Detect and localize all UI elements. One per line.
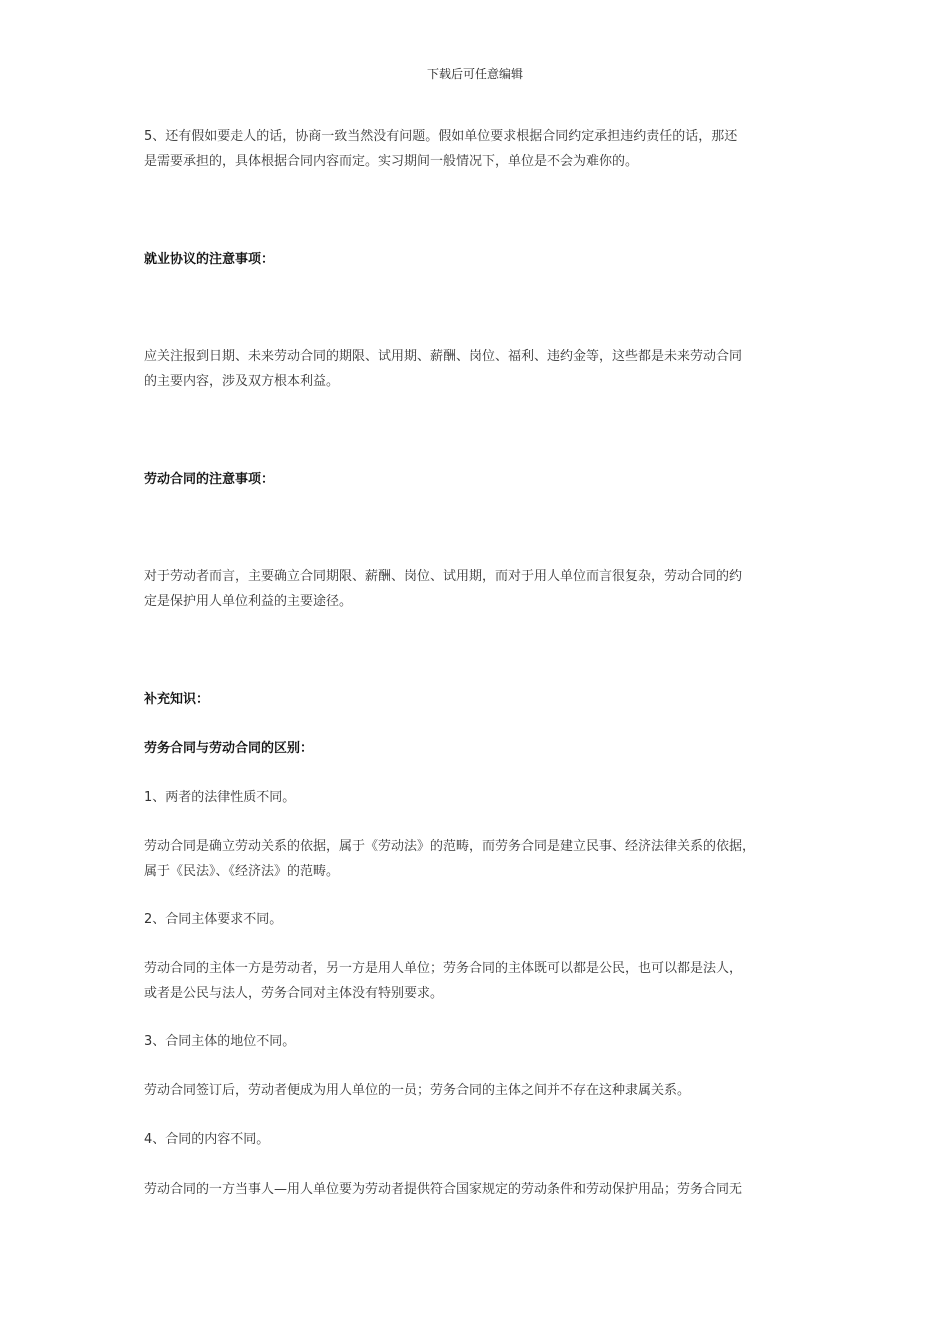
heading-employment-agreement: 就业协议的注意事项： bbox=[144, 252, 275, 267]
paragraph-2-line-1: 应关注报到日期、未来劳动合同的期限、试用期、薪酬、岗位、福利、违约金等，这些都是未来劳动合同 bbox=[144, 349, 743, 364]
paragraph-4 bbox=[144, 834, 816, 884]
paragraph-3-line-2: 定是保护用人单位利益的主要途径。 bbox=[144, 594, 353, 609]
paragraph-1 bbox=[144, 124, 816, 174]
heading-difference: 劳务合同与劳动合同的区别： bbox=[144, 741, 314, 756]
heading-supplementary: 补充知识： bbox=[144, 692, 210, 707]
paragraph-5-line-1: 劳动合同的主体一方是劳动者，另一方是用人单位；劳务合同的主体既可以都是公民，也可以都是法人， bbox=[144, 961, 743, 976]
heading-labor-contract: 劳动合同的注意事项： bbox=[144, 472, 275, 487]
list-item-2: 2、合同主体要求不同。 bbox=[144, 912, 283, 927]
page-header: 下载后可任意编辑 bbox=[426, 67, 523, 81]
paragraph-5 bbox=[144, 956, 816, 1006]
paragraph-2 bbox=[144, 344, 816, 394]
paragraph-3-line-1: 对于劳动者而言，主要确立合同期限、薪酬、岗位、试用期，而对于用人单位而言很复杂，劳动合同的约 bbox=[144, 569, 743, 584]
list-item-1: 1、两者的法律性质不同。 bbox=[144, 790, 296, 805]
paragraph-7: 劳动合同的一方当事人—用人单位要为劳动者提供符合国家规定的劳动条件和劳动保护用品；劳务合同无 bbox=[144, 1182, 743, 1197]
paragraph-5-line-2: 或者是公民与法人，劳务合同对主体没有特别要求。 bbox=[144, 986, 444, 1001]
paragraph-3 bbox=[144, 564, 816, 614]
list-item-3: 3、合同主体的地位不同。 bbox=[144, 1034, 296, 1049]
paragraph-1-line-2: 是需要承担的，具体根据合同内容而定。实习期间一般情况下，单位是不会为难你的。 bbox=[144, 154, 639, 169]
paragraph-4-line-2: 属于《民法》、《经济法》的范畴。 bbox=[144, 864, 340, 879]
list-item-4: 4、合同的内容不同。 bbox=[144, 1132, 270, 1147]
paragraph-2-line-2: 的主要内容，涉及双方根本利益。 bbox=[144, 374, 340, 389]
paragraph-1-line-1: 5、还有假如要走人的话，协商一致当然没有问题。假如单位要求根据合同约定承担违约责任的话，那还 bbox=[144, 129, 738, 144]
paragraph-6: 劳动合同签订后，劳动者便成为用人单位的一员；劳务合同的主体之间并不存在这种隶属关系。 bbox=[144, 1083, 691, 1098]
paragraph-4-line-1: 劳动合同是确立劳动关系的依据，属于《劳动法》的范畴，而劳务合同是建立民事、经济法律关系的依据， bbox=[144, 839, 756, 854]
